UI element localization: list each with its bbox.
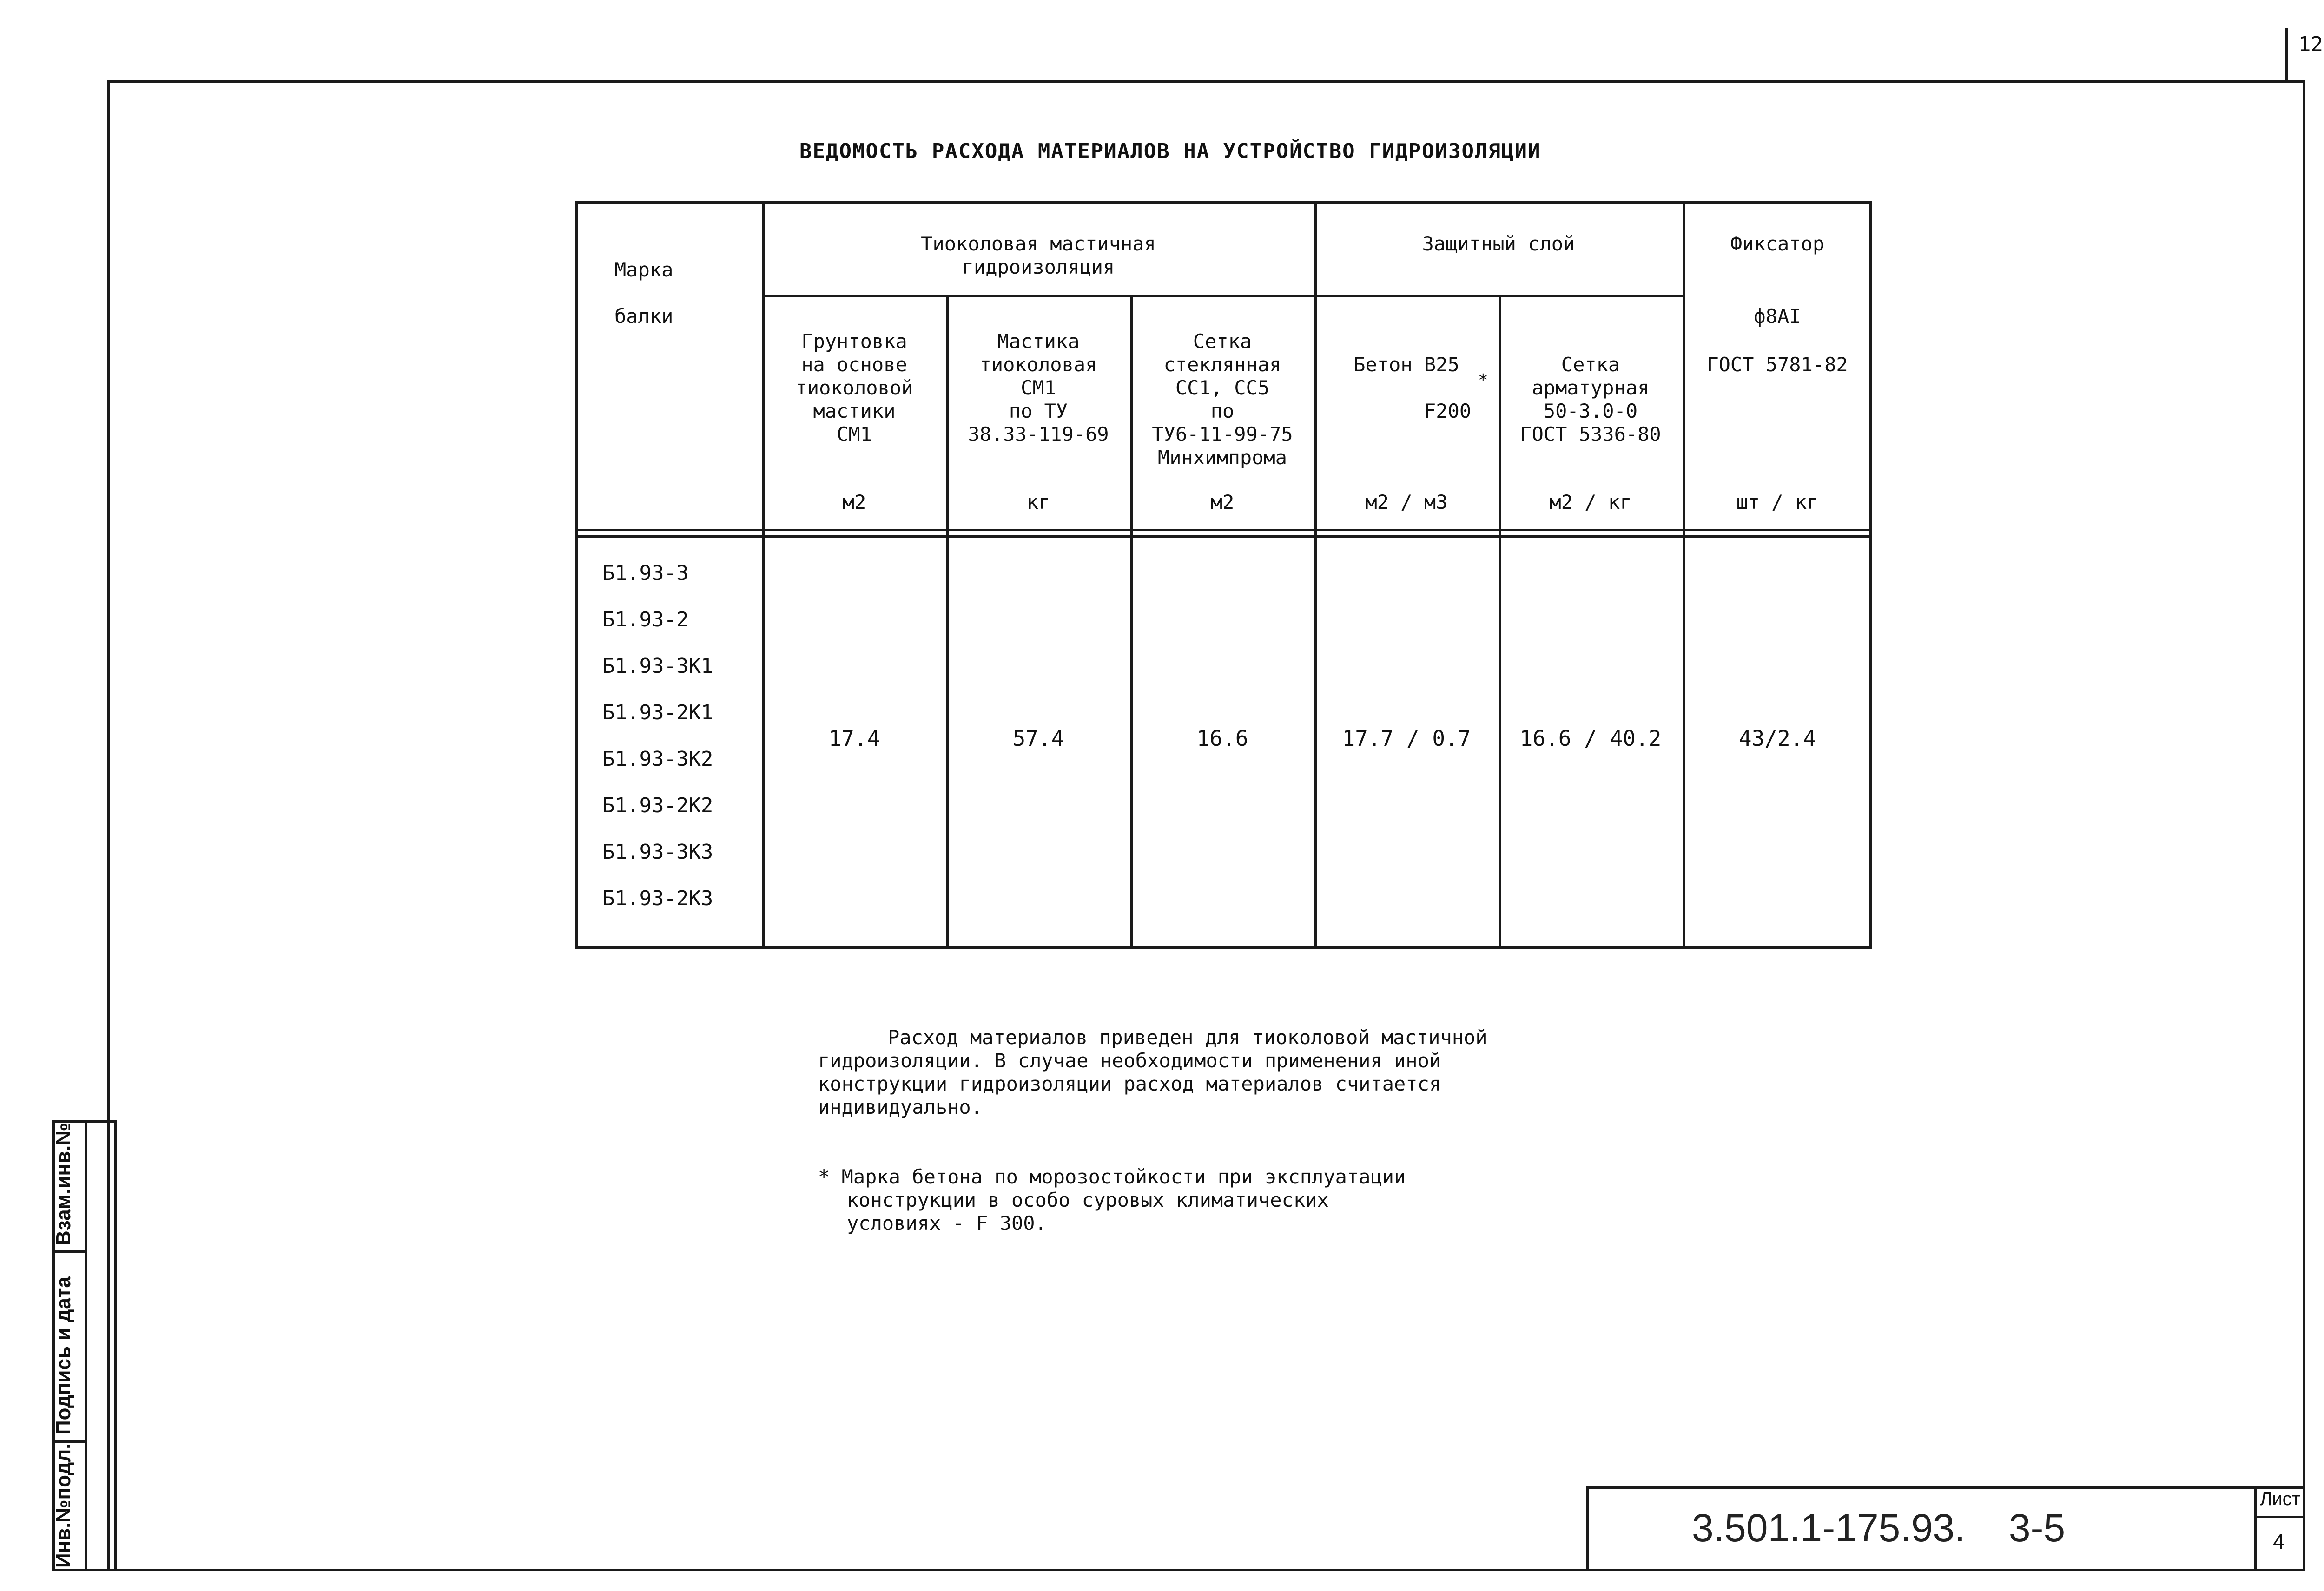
unit-label: м2 / кг [1549, 491, 1632, 513]
col-divider [762, 204, 765, 949]
table-value: 43/2.4 [1738, 726, 1816, 751]
asterisk-mark: * [1478, 371, 1488, 390]
column-header: Сетка стеклянная СС1, СС5 по ТУ6-11-99-75 Минхимпрома [1152, 330, 1293, 469]
unit-label: м2 [842, 491, 866, 513]
table-row-label: Б1.93-3 [602, 561, 689, 585]
page-title: ВЕДОМОСТЬ РАСХОДА МАТЕРИАЛОВ НА УСТРОЙСТВО ГИДРОИЗОЛЯЦИИ [799, 139, 1541, 163]
group-header-divider [762, 295, 1683, 297]
column-header: ГОСТ 5781-82 [1707, 353, 1848, 376]
table-value: 17.7 / 0.7 [1342, 726, 1471, 751]
unit-label: м2 / м3 [1365, 491, 1448, 513]
note-line: гидроизоляции. В случае необходимости применения иной [818, 1049, 1441, 1072]
footnote-line: * Марка бетона по морозостойкости при эксплуатации [818, 1165, 1406, 1188]
header-divider [578, 535, 1872, 538]
table-row-label: Б1.93-2К1 [602, 701, 713, 724]
table-value: 57.4 [1012, 726, 1064, 751]
column-header: Сетка арматурная 50-3.0-0 ГОСТ 5336-80 [1520, 353, 1661, 446]
table-value: 16.6 [1196, 726, 1248, 751]
sheet-divider [2254, 1516, 2305, 1518]
note-line: конструкции гидроизоляции расход материалов считается [818, 1072, 1441, 1095]
unit-label: шт / кг [1736, 491, 1819, 513]
footnote-line: условиях - F 300. [847, 1212, 1047, 1235]
footnote-line: конструкции в особо суровых климатических [847, 1189, 1329, 1211]
materials-table [575, 201, 1872, 949]
sheet-number: 4 [2273, 1529, 2285, 1553]
column-header: Бетон В25 [1353, 353, 1459, 376]
corner-divider [2285, 28, 2288, 80]
mark-header-line: Марка [614, 258, 673, 281]
table-row-label: Б1.93-3К3 [602, 840, 713, 864]
table-row-label: Б1.93-3К1 [602, 654, 713, 678]
document-designation: 3.501.1-175.93. 3-5 [1692, 1506, 2066, 1550]
table-row-label: Б1.93-2 [602, 608, 689, 631]
unit-label: кг [1026, 491, 1050, 513]
column-header: Мастика тиоколовая СМ1 по ТУ 38.33-119-69 [968, 330, 1109, 446]
table-row-label: Б1.93-2К3 [602, 887, 713, 910]
unit-label: м2 [1210, 491, 1235, 513]
col-divider [1314, 204, 1317, 949]
column-header: F200 [1424, 400, 1472, 422]
sheet-label: Лист [2260, 1489, 2300, 1509]
table-value: 17.4 [828, 726, 880, 751]
stamp-label-inv: Инв.№подл. [52, 1443, 75, 1568]
table-row-label: Б1.93-3К2 [602, 747, 713, 771]
note-line: Расход материалов приведен для тиоколовой мастичной [888, 1026, 1487, 1049]
page-number: 12 [2298, 33, 2323, 56]
note-line: индивидуально. [818, 1096, 983, 1118]
group-header-fixator: Фиксатор [1730, 232, 1825, 255]
header-divider [578, 529, 1872, 531]
table-value: 16.6 / 40.2 [1519, 726, 1662, 751]
group-header-hydro: Тиоколовая мастичная [921, 232, 1156, 255]
group-header-hydro: гидроизоляция [962, 256, 1115, 278]
group-header-protect: Защитный слой [1422, 232, 1575, 255]
mark-header-line: балки [614, 305, 673, 328]
stamp-label-replace: Взам.инв.№ [52, 1122, 75, 1245]
column-header: ф8АI [1754, 305, 1801, 328]
stamp-label-sign: Подпись и дата [52, 1276, 75, 1435]
column-header: Грунтовка на основе тиоколовой мастики СМ1 [795, 330, 913, 446]
table-row-label: Б1.93-2К2 [602, 794, 713, 817]
